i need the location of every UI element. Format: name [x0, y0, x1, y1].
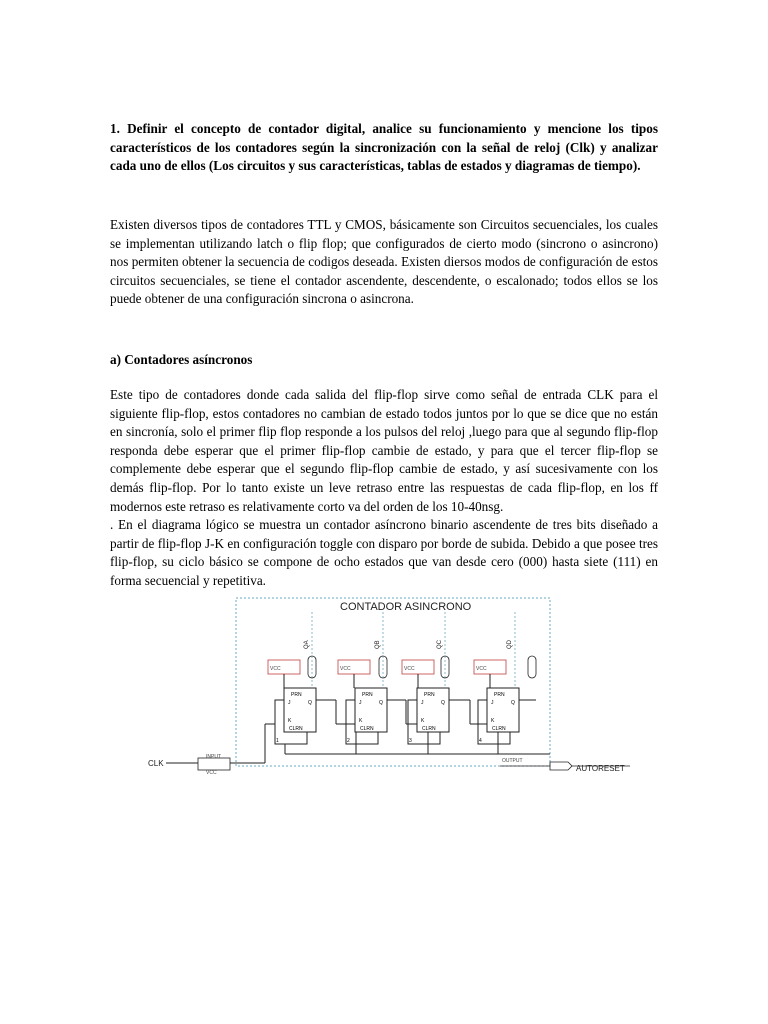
svg-text:CLRN: CLRN — [422, 726, 436, 732]
flip-flop-4 — [470, 612, 536, 754]
svg-text:PRN: PRN — [362, 692, 373, 698]
svg-text:J: J — [421, 700, 424, 706]
svg-text:QB: QB — [375, 640, 381, 649]
svg-text:3: 3 — [409, 738, 412, 744]
svg-text:K: K — [491, 718, 495, 724]
svg-text:2: 2 — [347, 738, 350, 744]
diagram-description: . En el diagrama lógico se muestra un contador asíncrono binario ascendente de tres bits diseñado a partir de flip-flop J-K en configuración toggle con disparo por borde de subida. Debido a que posee tres flip-flop, su ciclo básico se compone de ocho estados que van desde cero (000) hasta siete (111) en forma secuencial y repetitiva. — [110, 517, 658, 588]
svg-text:1: 1 — [276, 738, 279, 744]
flip-flop-3 — [402, 612, 470, 754]
svg-text:VCC: VCC — [476, 666, 487, 672]
svg-text:PRN: PRN — [494, 692, 505, 698]
svg-text:CLRN: CLRN — [289, 726, 303, 732]
async-paragraph: Este tipo de contadores donde cada salida del flip-flop sirve como señal de entrada CLK para el siguiente flip-flop, estos contadores no cambian de estado todos juntos por lo que se dice que no están en sincronía, solo el primer flip flop responde a los pulsos del reloj ,luego para que al segundo flip-flop responda debe esperar que el primer flip-flop cambie de estado, y para que el tercer flip-flop se complemente debe esperar que el segundo flip-flop cambie de estado, y así sucesivamente con los demás flip-flop. Por lo tanto existe un leve retraso entre las respuestas de cada flip-flop, en los ff modernos este retraso es relativamente corto va del orden de los 10-40nsg. — [110, 387, 658, 514]
section-heading: a) Contadores asíncronos — [110, 352, 253, 367]
autoreset-label: AUTORESET — [576, 764, 625, 773]
autoreset-pin — [550, 762, 572, 770]
svg-text:J: J — [359, 700, 362, 706]
svg-text:K: K — [288, 718, 292, 724]
svg-text:Q: Q — [441, 700, 445, 706]
async-counter-diagram — [140, 592, 640, 782]
svg-text:PRN: PRN — [424, 692, 435, 698]
intro-paragraph: Existen diversos tipos de contadores TTL y CMOS, básicamente son Circuitos secuenciales, los cuales se implementan utilizando latch o flip flop; que configurados de cierto modo (sincrono o asincrono) nos permiten obtener la secuencia de codigos deseada. Existen diersos modos de configuración de estos circuitos secuenciales, se tiene el contador ascendente, descendente, o escalonado; todos ellos se los puede obtener de una configuración sincrona o asincrona. — [110, 217, 658, 307]
question-text: 1. Definir el concepto de contador digital, analice su funcionamiento y mencione los tipos característicos de los contadores según la sincronización con la señal de reloj (Clk) y analizar cada uno de ellos (Los circuitos y sus características, tablas de estados y diagramas de tiempo). — [110, 121, 658, 174]
svg-text:J: J — [491, 700, 494, 706]
svg-text:CLRN: CLRN — [492, 726, 506, 732]
svg-text:K: K — [359, 718, 363, 724]
svg-text:Q: Q — [379, 700, 383, 706]
svg-text:QC: QC — [437, 640, 443, 649]
svg-text:QA: QA — [304, 640, 310, 649]
svg-text:VCC: VCC — [340, 666, 351, 672]
diagram-title: CONTADOR ASINCRONO — [340, 601, 472, 613]
clk-label: CLK — [148, 759, 164, 768]
output-label: OUTPUT — [502, 758, 523, 764]
flip-flop-1 — [268, 612, 336, 744]
input-vcc-label: VCC — [206, 770, 217, 776]
flip-flop-2 — [336, 612, 406, 754]
svg-text:4: 4 — [479, 738, 482, 744]
svg-text:VCC: VCC — [270, 666, 281, 672]
svg-text:J: J — [288, 700, 291, 706]
svg-text:Q: Q — [511, 700, 515, 706]
svg-text:CLRN: CLRN — [360, 726, 374, 732]
svg-text:QD: QD — [507, 640, 513, 649]
svg-text:VCC: VCC — [404, 666, 415, 672]
svg-text:Q: Q — [308, 700, 312, 706]
input-label: INPUT — [206, 754, 221, 760]
svg-text:K: K — [421, 718, 425, 724]
svg-text:PRN: PRN — [291, 692, 302, 698]
